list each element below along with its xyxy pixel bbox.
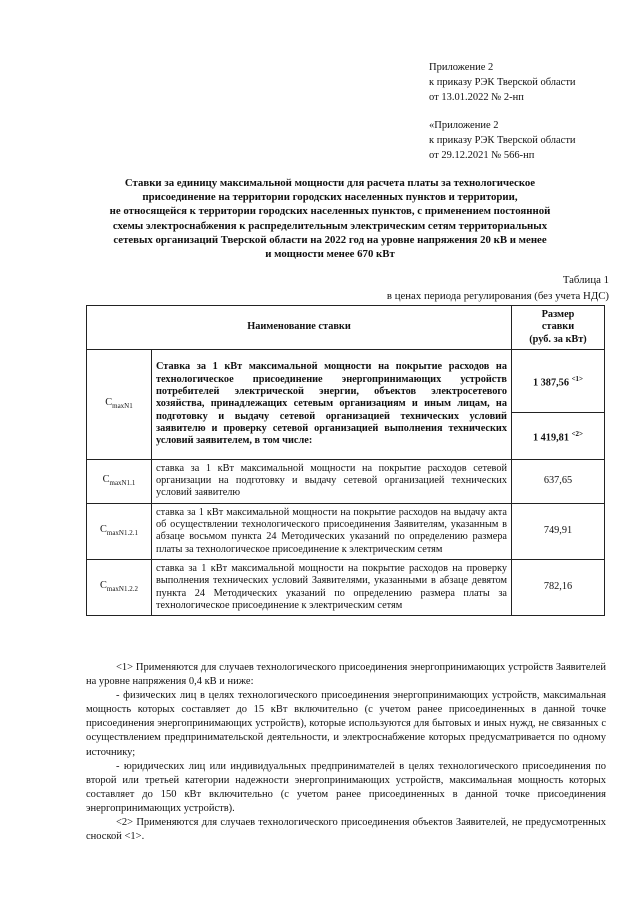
rates-table: [86, 305, 605, 616]
table-row: [87, 349, 605, 412]
table-row: [87, 559, 605, 615]
rate-code-cell: [87, 559, 152, 615]
title-line: схемы электроснабжения к распределительным электрическим сетям территориальных: [112, 219, 548, 232]
title-line: и мощности менее 670 кВт: [265, 248, 395, 261]
rate-code-subscript: maxN1.2.2: [106, 584, 138, 593]
rate-description-cell: ставка за 1 кВт максимальной мощности на покрытие расходов на проверку выполнения технических условий Заявителями, указанными в абзаце девятом пункта 24 Методических указаний по определению размера платы за технологическое присоединение к электрическим сетям: [152, 559, 512, 615]
rate-value-cell: 782,16: [512, 559, 605, 615]
rate-code: C: [102, 473, 110, 485]
table-header-row: [87, 306, 605, 350]
rate-code-subscript: maxN1: [112, 401, 133, 410]
header-line: «Приложение 2: [429, 120, 499, 131]
table-row: [87, 459, 605, 503]
footnote-2: <2> Применяются для случаев технологического присоединения объектов Заявителей, не предусмотренных сноской <1>.: [86, 817, 606, 843]
appendix-header-previous: [429, 118, 576, 163]
rate-value-cell: 749,91: [512, 503, 605, 559]
header-value-line: (руб. за кВт): [529, 333, 587, 345]
header-value-line: ставки: [541, 321, 575, 333]
rate-code: C: [100, 523, 107, 535]
header-line: Приложение 2: [429, 62, 494, 73]
title-line: сетевых организаций Тверской области на 2022 год на уровне напряжения 20 кВ и менее: [113, 233, 547, 246]
rate-code: C: [100, 579, 107, 591]
rate-code-cell: [87, 349, 152, 459]
rate-description-cell: ставка за 1 кВт максимальной мощности на покрытие расходов сетевой организации на подготовку и выдачу сетевой организацией технических условий заявителю: [152, 459, 512, 503]
header-line: от 13.01.2022 № 2-нп: [429, 92, 524, 103]
footnote-1-item-legal-entities: - юридических лиц или индивидуальных предпринимателей в целях технологического присоединения по второй или третьей категории надежности энергопринимающих устройств, максимальная мощность которых составляет до 150 кВт включительно (с учетом ранее присоединенных в данной точке присоединения энергопринимающих устройств).: [86, 760, 606, 814]
rate-code-cell: [87, 503, 152, 559]
table-row: [87, 503, 605, 559]
footnote-1-item-individuals: - физических лиц в целях технологического присоединения энергопринимающих устройств, максимальная мощность которых составляет до 15 кВт включительно (с учетом ранее присоединенных в данной точке присоединения энергопринимающих устройств), которые используются для бытовых и иных нужд, не связанных с осуществлением предпринимательской деятельности, и электроснабжение которых предусматривается по одному источнику;: [86, 690, 606, 758]
rate-value: 1 419,81: [532, 431, 569, 443]
header-line: к приказу РЭК Тверской области: [429, 135, 576, 146]
header-value-line: Размер: [541, 309, 575, 320]
header-name-cell: Наименование ставки: [87, 306, 512, 350]
header-line: от 29.12.2021 № 566-нп: [429, 150, 535, 161]
footnote-ref: <2>: [571, 429, 584, 438]
document-title: [70, 176, 590, 261]
appendix-header-current: [429, 60, 576, 105]
header-value-cell: [512, 306, 605, 350]
rate-value-cell: 637,65: [512, 459, 605, 503]
table-label: Таблица 1: [562, 274, 609, 286]
footnote-ref: <1>: [571, 374, 584, 383]
title-line: присоединение на территории городских населенных пунктов и территории,: [142, 191, 518, 204]
rate-code: C: [105, 396, 113, 408]
title-line: Ставки за единицу максимальной мощности для расчета платы за технологическое: [124, 177, 536, 189]
rate-value-cell: [512, 349, 605, 412]
rate-code-subscript: maxN1.1: [109, 478, 136, 487]
table-price-note: в ценах периода регулирования (без учета НДС): [386, 290, 609, 302]
rate-code-subscript: maxN1.2.1: [106, 528, 138, 537]
footnote-1: <1> Применяются для случаев технологического присоединения энергопринимающих устройств Заявителей на уровне напряжения 0,4 кВ и ниже:: [86, 662, 606, 688]
header-line: к приказу РЭК Тверской области: [429, 77, 576, 88]
rate-code-cell: [87, 459, 152, 503]
rate-value-cell: [512, 412, 605, 459]
footnotes: [86, 661, 606, 844]
rate-description-cell: Ставка за 1 кВт максимальной мощности на покрытие расходов на технологическое присоединение энергопринимающих устройств потребителей электрической энергии, объектов электросетевого хозяйства, принадлежащих сетевым организациям и иным лицам, на подготовку и выдачу сетевой организацией технических условий заявителю и проверку сетевой организацией выполнения технических условий заявителем, в том числе:: [152, 349, 512, 459]
title-line: не относящейся к территории городских населенных пунктов, с применением постоянной: [109, 205, 551, 218]
rate-value: 1 387,56: [532, 376, 569, 388]
rate-description-cell: ставка за 1 кВт максимальной мощности на покрытие расходов на выдачу акта об осуществлении технологического присоединения Заявителям, указанным в абзаце восьмом пункта 24 Методических указаний по определению размера платы за технологическое присоединение к электрическим сетям: [152, 503, 512, 559]
